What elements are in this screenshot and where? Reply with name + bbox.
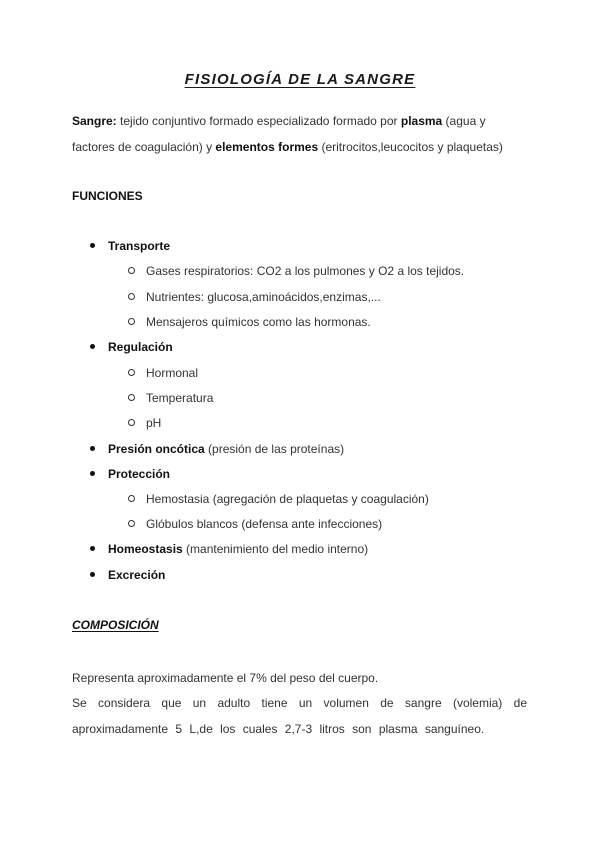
bullet-icon bbox=[90, 243, 95, 248]
list-item-homeostasis bbox=[90, 542, 368, 556]
list-item-regulacion bbox=[90, 340, 173, 354]
list-item-excrecion bbox=[90, 568, 165, 582]
sublist-item bbox=[128, 492, 429, 506]
list-item-presion-oncotica bbox=[90, 442, 344, 456]
list-item-label: Transporte bbox=[108, 239, 171, 253]
sublist-item-text: Hemostasia (agregación de plaquetas y coagulación) bbox=[146, 492, 429, 506]
hollow-bullet-icon bbox=[128, 293, 135, 300]
list-item-label: Presión oncótica bbox=[108, 442, 205, 456]
list-item-label: Regulación bbox=[108, 340, 173, 354]
bullet-icon bbox=[90, 546, 95, 551]
sublist-item-text: Temperatura bbox=[146, 391, 214, 405]
sublist-item bbox=[128, 517, 382, 531]
list-item-label: Homeostasis bbox=[108, 542, 183, 556]
sublist-item-text: Mensajeros químicos como las hormonas. bbox=[146, 315, 371, 329]
hollow-bullet-icon bbox=[128, 267, 135, 274]
hollow-bullet-icon bbox=[128, 318, 135, 325]
hollow-bullet-icon bbox=[128, 419, 135, 426]
sublist-item-text: pH bbox=[146, 416, 162, 430]
bullet-icon bbox=[90, 572, 95, 577]
sublist-item-text: Glóbulos blancos (defensa ante infecciones) bbox=[146, 517, 383, 531]
list-item-label: Excreción bbox=[108, 568, 166, 582]
sublist-item bbox=[128, 416, 161, 430]
sublist-item-text: Gases respiratorios: CO2 a los pulmones y O2 a los tejidos. bbox=[146, 264, 465, 278]
composicion-heading: COMPOSICIÓN bbox=[72, 618, 159, 632]
list-item-transporte bbox=[90, 239, 170, 253]
list-item-proteccion bbox=[90, 467, 170, 481]
composicion-paragraph-2: Se considera que un adulto tiene un volumen de sangre (volemia) de aproximadamente 5 L,de los cuales 2,7-3 litros son plasma sanguíneo. bbox=[72, 696, 527, 736]
bullet-icon bbox=[90, 446, 95, 451]
composicion-paragraph-1: Representa aproximadamente el 7% del peso del cuerpo. bbox=[72, 671, 379, 685]
intro-text-1: tejido conjuntivo formado especializado formado por bbox=[116, 114, 401, 128]
intro-elements: elementos formes bbox=[215, 139, 319, 154]
intro-paragraph bbox=[72, 109, 527, 160]
bullet-icon bbox=[90, 344, 95, 349]
sublist-item bbox=[128, 290, 381, 304]
intro-plasma: plasma bbox=[400, 114, 443, 128]
sublist-item-text: Nutrientes: glucosa,aminoácidos,enzimas,... bbox=[146, 290, 381, 304]
hollow-bullet-icon bbox=[128, 369, 135, 376]
sublist-item bbox=[128, 264, 464, 278]
list-item-note: (presión de las proteínas) bbox=[204, 442, 345, 456]
hollow-bullet-icon bbox=[128, 495, 135, 502]
sublist-item bbox=[128, 366, 198, 380]
hollow-bullet-icon bbox=[128, 394, 135, 401]
funciones-heading: FUNCIONES bbox=[72, 189, 143, 203]
sublist-item-text: Hormonal bbox=[146, 366, 199, 380]
bullet-icon bbox=[90, 471, 95, 476]
intro-term: Sangre: bbox=[72, 114, 117, 128]
hollow-bullet-icon bbox=[128, 520, 135, 527]
list-item-note: (mantenimiento del medio interno) bbox=[182, 542, 369, 556]
list-item-label: Protección bbox=[108, 467, 171, 481]
intro-text-2: (agua y factores de coagulación) y bbox=[72, 114, 486, 154]
intro-text-3: (eritrocitos,leucocitos y plaquetas) bbox=[318, 139, 503, 154]
document-title: FISIOLOGÍA DE LA SANGRE bbox=[184, 71, 416, 88]
sublist-item bbox=[128, 315, 371, 329]
sublist-item bbox=[128, 391, 213, 405]
